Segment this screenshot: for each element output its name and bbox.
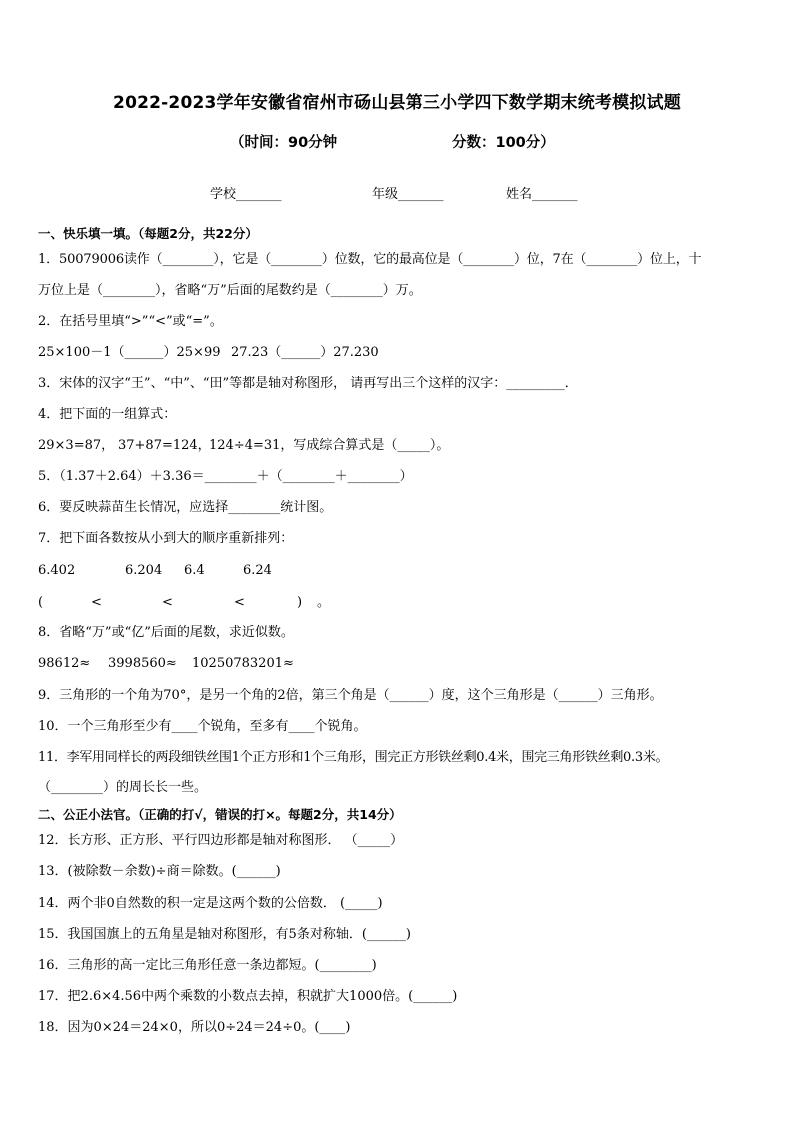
section-heading-2: 二、公正小法官。（正确的打√，错误的打×。每题2分，共14分） bbox=[38, 807, 402, 822]
question-7-number: 6.4 bbox=[184, 563, 205, 578]
question-8-item: 3998560≈ bbox=[108, 656, 177, 671]
question-11-line-2: （________）的周长长一些。 bbox=[38, 780, 208, 795]
question-7-symbol: ) bbox=[297, 595, 303, 610]
question-7-symbol: < bbox=[162, 595, 173, 610]
question-9: 9．三角形的一个角为70°，是另一个角的2倍，第三个角是（______）度，这个三角形是（______）三角形。 bbox=[38, 688, 663, 703]
time-limit: （时间：90分钟 bbox=[230, 135, 338, 151]
question-1-line-2: 万位上是（________），省略“万”后面的尾数约是（________）万。 bbox=[38, 283, 422, 298]
question-7: 7．把下面各数按从小到大的顺序重新排列： bbox=[38, 531, 294, 546]
question-7-symbol: ( bbox=[38, 595, 44, 610]
question-16: 16．三角形的高一定比三角形任意一条边都短。(________) bbox=[38, 958, 377, 973]
question-2-item-b: 27.23（______）27.230 bbox=[231, 345, 379, 360]
question-18: 18．因为0×24＝24×0，所以0÷24＝24÷0。(____) bbox=[38, 1020, 351, 1035]
question-6: 6．要反映蒜苗生长情况，应选择________统计图。 bbox=[38, 500, 333, 515]
question-12: 12．长方形、正方形、平行四边形都是轴对称图形． （_____） bbox=[38, 833, 404, 848]
question-11-line-1: 11．李军用同样长的两段细铁丝围1个正方形和1个三角形，围完正方形铁丝剩0.4米，围完三角形铁丝剩0.3米。 bbox=[38, 750, 669, 765]
name-field: 姓名_______ bbox=[506, 187, 578, 202]
question-2: 2．在括号里填“>”“<”或“=”。 bbox=[38, 314, 223, 329]
question-4: 4．把下面的一组算式： bbox=[38, 407, 177, 422]
question-2-item-a: 25×100－1（______）25×99 bbox=[38, 345, 221, 360]
question-4-item-b: 37+87=124， bbox=[118, 438, 211, 453]
question-14: 14．两个非0自然数的积一定是这两个数的公倍数． (_____) bbox=[38, 896, 383, 911]
question-8-items bbox=[38, 655, 758, 673]
question-17: 17．把2.6×4.56中两个乘数的小数点去掉，积就扩大1000倍。(______) bbox=[38, 989, 458, 1004]
question-4-items bbox=[38, 437, 758, 455]
section-heading-1: 一、快乐填一填。（每题2分，共22分） bbox=[38, 226, 258, 241]
question-7-number: 6.24 bbox=[243, 563, 272, 578]
question-5: 5．（1.37＋2.64）＋3.36＝________＋（________＋________） bbox=[38, 469, 413, 484]
question-7-symbol: < bbox=[234, 595, 245, 610]
question-8: 8．省略“万”或“亿”后面的尾数，求近似数。 bbox=[38, 625, 294, 640]
question-1-line-1: 1．50079006读作（________），它是（________）位数，它的最高位是（________）位，7在（________）位上，十 bbox=[38, 252, 702, 267]
question-4-item-a: 29×3=87， bbox=[38, 438, 115, 453]
question-7-symbol: 。 bbox=[317, 595, 331, 610]
question-7-number: 6.204 bbox=[125, 563, 163, 578]
school-field: 学校_______ bbox=[210, 187, 282, 202]
question-15: 15．我国国旗上的五角星是轴对称图形，有5条对称轴．(______) bbox=[38, 927, 411, 942]
question-8-item: 10250783201≈ bbox=[192, 656, 294, 671]
question-4-item-c: 124÷4=31，写成综合算式是（_____）。 bbox=[209, 438, 450, 453]
question-3: 3．宋体的汉字“王”、“中”、“田”等都是轴对称图形， 请再写出三个这样的汉字：_________． bbox=[38, 376, 578, 391]
question-7-answer-row bbox=[38, 594, 758, 612]
question-7-number: 6.402 bbox=[38, 563, 76, 578]
grade-field: 年级_______ bbox=[372, 187, 444, 202]
question-13: 13．(被除数－余数)÷商＝除数。(______) bbox=[38, 864, 281, 879]
page-title: 2022-2023学年安徽省宿州市砀山县第三小学四下数学期末统考模拟试题 bbox=[113, 93, 681, 113]
total-score: 分数：100分） bbox=[452, 135, 555, 151]
question-2-items bbox=[38, 344, 758, 362]
question-7-numbers bbox=[38, 562, 758, 580]
question-8-item: 98612≈ bbox=[38, 656, 91, 671]
question-7-symbol: < bbox=[91, 595, 102, 610]
question-10: 10．一个三角形至少有____个锐角，至多有____个锐角。 bbox=[38, 719, 367, 734]
